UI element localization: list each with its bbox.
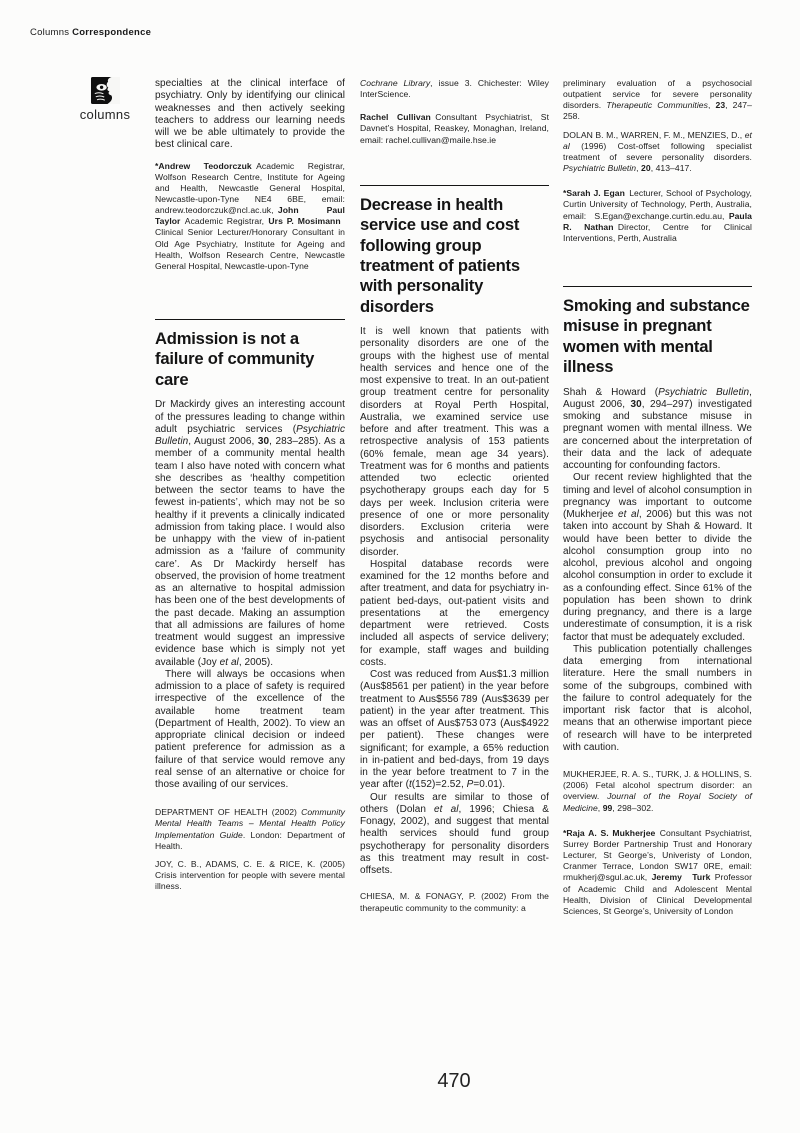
author-signature-teodorczuk: *Andrew Teodorczuk Academic Registrar, Wolfson Research Centre, Institute for Ageing and Health, Newcastle General Hospital, Newcastle-upon-Tyne NE4 6BE, email: andrew.teodorczuk@ncl.ac.uk, John Paul Taylor Academic Registrar, Urs P. Mosimann Clinical Senior Lecturer/Honorary Consultant in Old Age Psychiatry, Institute for Ageing and Health, Wolfson Research Centre, Newcastle General Hospital, Newcastle-upon-Tyne — [155, 160, 345, 271]
reference-joy: JOY, C. B., ADAMS, C. E. & RICE, K. (2005) Crisis intervention for people with severe mental illness. — [155, 858, 345, 892]
article-title-smoking: Smoking and substance misuse in pregnant women with mental illness — [563, 296, 750, 377]
text-column-3 — [563, 78, 752, 917]
reference-dolan: DOLAN B. M., WARREN, F. M., MENZIES, D., et al (1996) Cost-offset following specialist treatment of severe personality disorders. Psychiatric Bulletin, 20, 413–417. — [563, 129, 752, 174]
text-column-2 — [360, 78, 549, 914]
continued-paragraph: specialties at the clinical interface of psychiatry. Only by identifying our clinical weaknesses and then actively seeking teachers to address our learning needs will we be able ultimately to provide the best clinical care. — [155, 78, 345, 151]
columns-section-logo — [73, 77, 137, 122]
text-column-1 — [155, 78, 345, 892]
reference-doh: DEPARTMENT OF HEALTH (2002) Community Mental Health Teams – Mental Health Policy Implementation Guide. London: Department of Health. — [155, 807, 345, 851]
running-header-section: Columns — [30, 27, 70, 38]
reference-continued: Cochrane Library, issue 3. Chichester: Wiley InterScience. — [360, 78, 549, 100]
article-paragraph: This publication potentially challenges data emerging from international literature. Here the small numbers in some of the subgroups, combined with the failure to control adequately for the important risk factor that is alcohol, means that an otherwise important piece of research will have to be interpreted with caution. — [563, 643, 752, 753]
author-signature-egan: *Sarah J. Egan Lecturer, School of Psychology, Curtin University of Technology, Perth, Australia, email: S.Egan@exchange.curtin.edu.au, Paula R. Nathan Director, Centre for Clinical Interventions, Perth, Australia — [563, 188, 752, 243]
section-divider — [563, 286, 752, 287]
running-header — [30, 27, 151, 38]
reference-chiesa: CHIESA, M. & FONAGY, P. (2002) From the therapeutic community to the community: a — [360, 891, 549, 913]
columns-logo-label: columns — [79, 107, 131, 122]
article-title-admission: Admission is not a failure of community care — [155, 329, 315, 389]
reference-mukherjee: MUKHERJEE, R. A. S., TURK, J. & HOLLINS, S. (2006) Fetal alcohol spectrum disorder: an overview. Journal of the Royal Society of Medicine, 99, 298–302. — [563, 769, 752, 813]
article-paragraph: Cost was reduced from Aus$1.3 million (Aus$8561 per patient) in the year before treatment to Aus$556 789 (Aus$3639 per patient) in the year after treatment. This was an offset of Aus$753 073 (Aus$4922 per patient). These changes were significant; for example, a 65% reduction in in-patient and bed-days, from 19 days in the year before treatment to 7 in the year after (t(152)=2.52, P=0.01). — [360, 669, 549, 791]
author-signature-cullivan: Rachel Cullivan Consultant Psychiatrist, St Davnet’s Hospital, Reaskey, Monaghan, Ireland, email: rachel.cullivan@maile.hse.ie — [360, 112, 550, 145]
article-paragraph: Shah & Howard (Psychiatric Bulletin, August 2006, 30, 294–297) investigated smoking and substance misuse in pregnant women with mental illness. We are concerned about the interpretation of their data and the lack of adequate accounting for confounding factors. — [563, 386, 753, 472]
page-number: 470 — [437, 1070, 471, 1092]
reference-continued: preliminary evaluation of a psychosocial outpatient service for severe personality disorders. Therapeutic Communities, 23, 247–258. — [563, 78, 752, 122]
section-divider — [360, 185, 549, 186]
author-signature-mukherjee: *Raja A. S. Mukherjee Consultant Psychiatrist, Surrey Border Partnership Trust and Honorary Lecturer, St George’s, Univeristy of London, Cranmer Terrace, London SW17 0RE, email: rmukherj@sgul.ac.uk, Jeremy Turk Professor of Academic Child and Adolescent Mental Health, Division of Clinical Developmental Sciences, St George’s, University of London — [563, 827, 752, 916]
article-title-decrease: Decrease in health service use and cost following group treatment of patients with personality disorders — [360, 194, 520, 316]
article-paragraph: There will always be occasions when admission to a place of safety is required irrespective of the excellence of the available home treatment team (Department of Health, 2002). To view an appropriate clinical decision or indeed patient preference for admission as a failure of that service would remove any real sense of an alternative or choice for those availing of our services. — [155, 668, 345, 791]
article-paragraph: It is well known that patients with personality disorders are one of the groups with the highest use of mental health services and hence one of the most expensive to treat. In an out-patient group treatment centre for personality disorders at Royal Perth Hospital, Australia, we examined service use before and after treatment. This was a retrospective analysis of 153 patients (60% female, mean age 34 years). Treatment was for 6 months and patients attended two eclectic oriented psychotherapy groups each day for 5 days per week. Inclusion criteria were presence of one or more personality disorders. Exclusion criteria were psychosis and antisocial personality disorder. — [360, 326, 549, 558]
article-paragraph: Our recent review highlighted that the timing and level of alcohol consumption in pregnancy was important to outcome (Mukherjee et al, 2006) but this was not taken into account by Shah & Howard. It would have been better to divide the alcohol consumption group into no alcohol, previous alcohol and ongoing alcohol consumption in order to exclude it as a confounding effect. Since 61% of the population has been shown to drink during pregnancy, and there is a large underestimate of consumption, it is a risk factor that must be adequately excluded. — [563, 472, 752, 643]
article-paragraph: Hospital database records were examined for the 12 months before and after treatment, and data for psychiatry in-patient bed-days, out-patient visits and presentations at the emergency department were retrieved. Costs included all aspects of service delivery; for example, staff wages and building costs. — [360, 558, 549, 668]
article-paragraph: Dr Mackirdy gives an interesting account of the pressures leading to change within adult psychiatric services (Psychiatric Bulletin, August 2006, 30, 283–285). As a member of a community mental health team I also have noted with concern what she describes as ‘healthy competition between the sector teams to have the fewest in-patients’, which may not be so healthy if it prevents a clinically indicated admission from taking place. I would also be unhappy with the view of in-patient admission as a ‘failure of community care’. As Dr Mackirdy herself has observed, the provision of home treatment as an alternative to hospital admission has been one of the best developments of the past decade. Making an assumption that all admissions are failures of home treatment would suggest an impressive evidence base which is simply not yet available (Joy et al, 2005). — [155, 399, 345, 668]
section-divider — [155, 319, 345, 320]
columns-faces-icon — [73, 77, 137, 104]
article-paragraph: Our results are similar to those of others (Dolan et al, 1996; Chiesa & Fonagy, 2002), and suggest that mental health services should fund group psychotherapy for personality disorders as this treatment may result in cost-offsets. — [360, 791, 549, 877]
running-header-subsection: Correspondence — [72, 27, 152, 38]
